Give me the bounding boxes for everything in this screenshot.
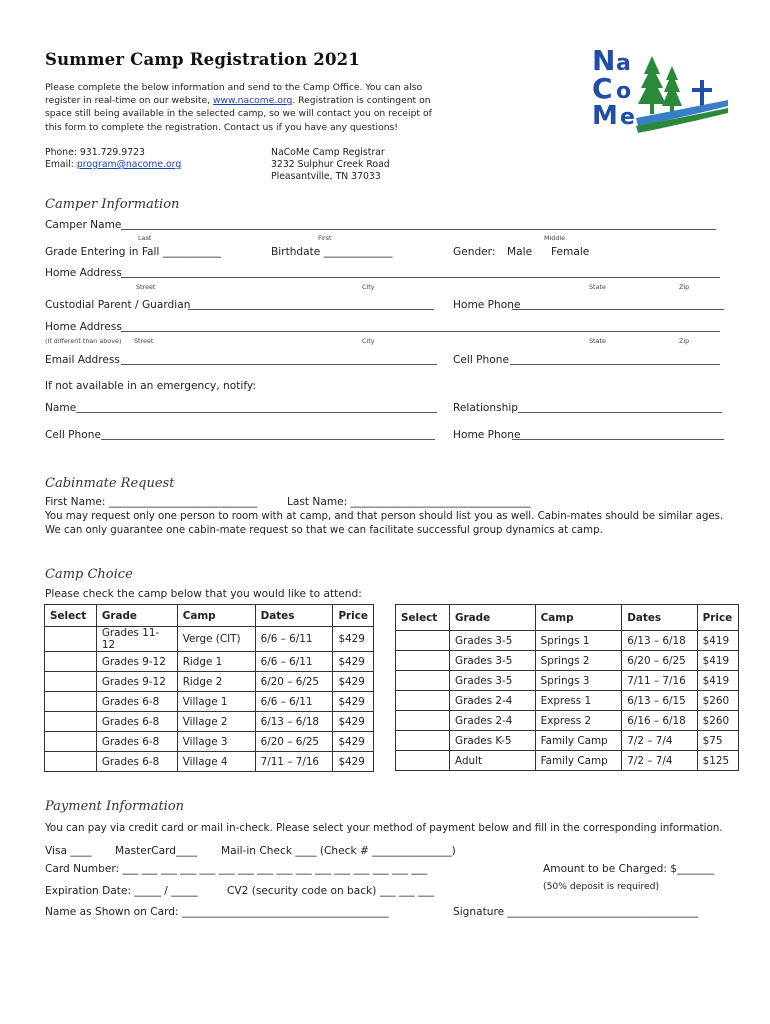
email-address-label: Email Address [45,354,120,366]
emergency-home-label: Home Phone [453,429,521,441]
intro-line-2-post: . Registration is contingent on [292,95,431,107]
email-address-field[interactable] [121,364,437,365]
emergency-relationship-label: Relationship [453,402,519,414]
dates-cell: 6/13 – 6/18 [622,631,697,651]
header-grade: Grade [96,605,177,627]
select-cell[interactable] [396,651,450,671]
camp-cell: Springs 3 [535,671,622,691]
dates-cell: 6/6 – 6/11 [255,627,333,652]
grade-cell: Grades 6-8 [96,732,177,752]
grade-cell: Grades 3-5 [450,671,536,691]
caption-city-2: City [362,337,375,345]
select-cell[interactable] [45,672,97,692]
price-cell: $125 [697,751,738,771]
camp-right-row [396,651,739,671]
name-on-card-field[interactable]: Name as Shown on Card: _______________________________________ [45,906,389,918]
dates-cell: 6/13 – 6/15 [622,691,697,711]
grade-cell: Grades 6-8 [96,692,177,712]
cell-phone-label: Cell Phone [453,354,509,366]
dates-cell: 6/20 – 6/25 [255,732,333,752]
home-address-field[interactable] [121,277,720,278]
price-cell: $419 [697,631,738,651]
intro-line-1: Please complete the below information and send to the Camp Office. You can also [45,82,423,93]
camp-table-left [44,604,374,772]
home-address-label: Home Address [45,267,122,279]
camp-left-row [45,752,374,772]
grade-cell: Grades 9-12 [96,652,177,672]
price-cell: $75 [697,731,738,751]
emergency-home-field[interactable] [512,439,724,440]
grade-cell: Grades 6-8 [96,752,177,772]
payment-heading: Payment Information [45,799,185,814]
header-grade-right: Grade [450,605,536,631]
dates-cell: 7/2 – 7/4 [622,751,697,771]
guardian-field[interactable] [188,309,434,310]
caption-first: First [318,234,332,242]
camp-cell: Ridge 1 [177,652,255,672]
svg-text:C: C [592,72,613,105]
caption-middle: Middle [544,234,566,242]
email-link[interactable]: program@nacome.org [76,159,182,170]
price-cell: $429 [333,672,374,692]
camp-table-left-header [45,605,374,627]
select-cell[interactable] [396,631,450,651]
grade-cell: Grades 3-5 [450,631,536,651]
grade-cell: Grades 2-4 [450,691,536,711]
camp-right-row [396,751,739,771]
intro-line-4: this form to complete the registration. Contact us if you have any questions! [45,121,398,133]
camper-info-heading: Camper Information [45,197,180,212]
header-select: Select [45,605,97,627]
camp-right-row [396,731,739,751]
select-cell[interactable] [45,712,97,732]
home-address-2-label: Home Address [45,321,122,333]
contact-email [45,159,181,171]
caption-state-2: State [589,337,606,345]
select-cell[interactable] [396,731,450,751]
camp-cell: Village 3 [177,732,255,752]
camp-cell: Ridge 2 [177,672,255,692]
registrar-street: 3232 Sulphur Creek Road [271,159,390,170]
camp-cell: Village 1 [177,692,255,712]
svg-text:a: a [616,51,631,76]
dates-cell: 7/11 – 7/16 [622,671,697,691]
header-select-right: Select [396,605,450,631]
grade-cell: Grades 9-12 [96,672,177,692]
cell-phone-field[interactable] [510,364,720,365]
email-label: Email: [45,159,77,170]
price-cell: $260 [697,711,738,731]
dates-cell: 6/6 – 6/11 [255,692,333,712]
camp-right-row [396,691,739,711]
select-cell[interactable] [45,692,97,712]
tree-icon [638,56,682,114]
website-link[interactable]: www.nacome.org [213,95,293,107]
camp-left-row [45,712,374,732]
caption-zip: Zip [679,283,690,291]
cabinmate-note-1: You may request only one person to room with at camp, and that person should list you as well. Cabin-mates should be similar ages. [45,511,724,522]
price-cell: $429 [333,652,374,672]
birthdate-field[interactable]: Birthdate _____________ [271,246,393,258]
price-cell: $419 [697,651,738,671]
header-dates-right: Dates [622,605,697,631]
select-cell[interactable] [396,691,450,711]
camp-right-row [396,631,739,651]
intro-line-3: space still being available in the selected camp, so we will contact you on receipt of [45,108,432,120]
camp-cell: Express 2 [535,711,622,731]
dates-cell: 6/6 – 6/11 [255,652,333,672]
cabinmate-note-2: We can only guarantee one cabin-mate request so that we can facilitate successful group dynamics at camp. [45,525,603,536]
dates-cell: 6/16 – 6/18 [622,711,697,731]
price-cell: $429 [333,712,374,732]
price-cell: $429 [333,752,374,772]
nacome-logo [588,40,734,140]
price-cell: $429 [333,692,374,712]
camp-left-row [45,652,374,672]
select-cell[interactable] [45,627,97,652]
camp-cell: Verge (CIT) [177,627,255,652]
intro-line-2 [45,94,435,107]
gender-label: Gender: [453,246,496,258]
caption-last: Last [138,234,152,242]
header-price-right: Price [697,605,738,631]
camp-right-row [396,711,739,731]
registrar-name: NaCoMe Camp Registrar [271,147,385,158]
header-camp-right: Camp [535,605,622,631]
caption-city: City [362,283,375,291]
nacome-logo-svg [588,40,734,140]
camp-left-row [45,732,374,752]
price-cell: $260 [697,691,738,711]
emergency-relationship-field[interactable] [518,412,722,413]
camp-cell: Express 1 [535,691,622,711]
header-dates: Dates [255,605,333,627]
home-phone-label: Home Phone [453,299,521,311]
svg-text:o: o [616,79,632,104]
camp-cell: Springs 2 [535,651,622,671]
dates-cell: 6/13 – 6/18 [255,712,333,732]
emergency-name-label: Name [45,402,77,414]
price-cell: $429 [333,732,374,752]
mail-in-check-option[interactable]: Mail-in Check ____ (Check # _______________) [221,845,456,857]
emergency-intro: If not available in an emergency, notify: [45,380,256,392]
svg-text:N: N [592,44,616,77]
camp-cell: Family Camp [535,751,622,771]
cabinmate-heading: Cabinmate Request [45,476,175,491]
camper-name-label: Camper Name [45,219,122,231]
camp-table-right [395,604,739,771]
camp-left-row [45,627,374,652]
mastercard-option[interactable]: MasterCard____ [115,845,198,857]
select-cell[interactable] [396,711,450,731]
dates-cell: 7/2 – 7/4 [622,731,697,751]
home-phone-field[interactable] [512,309,724,310]
camp-cell: Springs 1 [535,631,622,651]
select-cell[interactable] [45,652,97,672]
camp-left-row [45,672,374,692]
guardian-label: Custodial Parent / Guardian [45,299,191,311]
camp-cell: Family Camp [535,731,622,751]
select-cell[interactable] [45,732,97,752]
dates-cell: 6/20 – 6/25 [255,672,333,692]
page-title: Summer Camp Registration 2021 [45,50,360,69]
grade-cell: Grades 2-4 [450,711,536,731]
select-cell[interactable] [396,751,450,771]
caption-zip-2: Zip [679,337,690,345]
emergency-name-field[interactable] [76,412,437,413]
svg-text:M: M [592,101,618,131]
home-address-2-field[interactable] [121,331,720,332]
camp-choice-instruction: Please check the camp below that you would like to attend: [45,588,362,600]
cabinmate-first-name-field[interactable]: First Name: ____________________________ [45,496,258,508]
camp-cell: Village 2 [177,712,255,732]
svg-text:e: e [620,105,635,130]
signature-field[interactable]: Signature ____________________________________ [453,906,699,918]
grade-cell: Adult [450,751,536,771]
card-number-field[interactable]: Card Number: ___ ___ ___ ___ ___ ___ ___ ___ ___ ___ ___ ___ ___ ___ ___ ___ [45,863,428,875]
price-cell: $419 [697,671,738,691]
camp-left-row [45,692,374,712]
gender-male-option[interactable]: Male [507,246,533,258]
visa-option[interactable]: Visa ____ [45,845,92,857]
emergency-cell-label: Cell Phone [45,429,101,441]
header-price: Price [333,605,374,627]
emergency-cell-field[interactable] [101,439,435,440]
payment-intro: You can pay via credit card or mail in-check. Please select your method of payment below and fill in the corresponding information. [45,822,723,834]
registrar-city: Pleasantville, TN 37033 [271,171,381,182]
deposit-note: (50% deposit is required) [543,881,660,892]
dates-cell: 7/11 – 7/16 [255,752,333,772]
grade-cell: Grades 6-8 [96,712,177,732]
camp-right-row [396,671,739,691]
caption-street-2: Street [134,337,154,345]
camper-name-field[interactable] [121,229,716,230]
price-cell: $429 [333,627,374,652]
caption-if-different: (If different than above) [45,337,122,345]
caption-street: Street [136,283,156,291]
grade-cell: Grades 11-12 [96,627,177,652]
select-cell[interactable] [45,752,97,772]
caption-state: State [589,283,606,291]
camp-table-right-header [396,605,739,631]
select-cell[interactable] [396,671,450,691]
gender-female-option[interactable]: Female [551,246,590,258]
grade-cell: Grades 3-5 [450,651,536,671]
grade-field[interactable]: Grade Entering in Fall ___________ [45,246,222,258]
cabinmate-last-name-field[interactable]: Last Name: __________________________________ [287,496,531,508]
grade-cell: Grades K-5 [450,731,536,751]
cv2-field[interactable]: CV2 (security code on back) ___ ___ ___ [227,885,435,897]
header-camp: Camp [177,605,255,627]
contact-phone: Phone: 931.729.9723 [45,147,145,158]
dates-cell: 6/20 – 6/25 [622,651,697,671]
intro-text [45,81,435,134]
intro-line-2-pre: register in real-time on our website, [45,95,213,107]
amount-field[interactable]: Amount to be Charged: $_______ [543,863,715,875]
camp-choice-heading: Camp Choice [45,567,133,582]
camp-cell: Village 4 [177,752,255,772]
expiration-field[interactable]: Expiration Date: _____ / _____ [45,885,198,897]
